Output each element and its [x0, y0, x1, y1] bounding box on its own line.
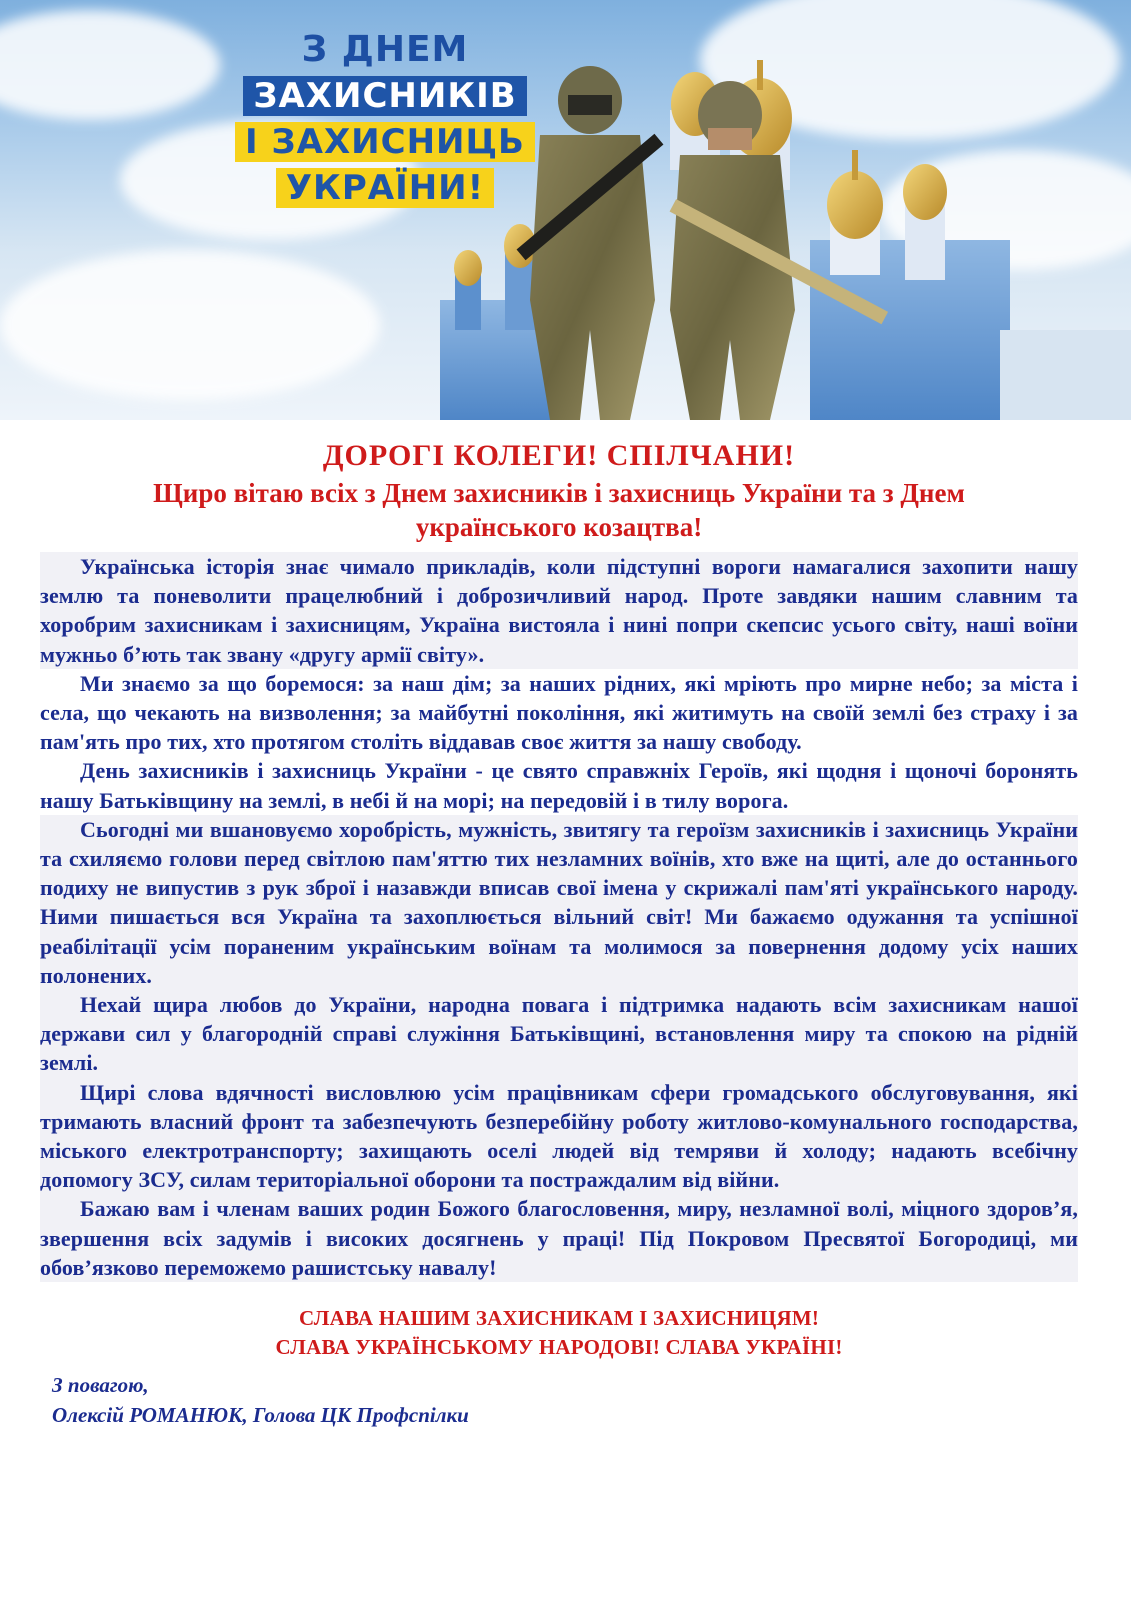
- headline-line: І ЗАХИСНИЦЬ: [235, 122, 535, 162]
- paragraph: День захисників і захисниць України - це свято справжніх Героїв, які щодня і щоночі боронять нашу Батьківщину на землі, в небі й на морі; на передовій і в тилу ворога.: [40, 758, 1078, 813]
- paragraph: Щирі слова вдячності висловлюю усім працівникам сфери громадського обслуговування, які тримають власний фронт та забезпечують безперебійну роботу житлово-комунального господарства, міського електротранспорту; захищають оселі людей від темряви й холоду; надають всебічну допомогу ЗСУ, силам територіальної оборони та постраждалим від війни.: [40, 1078, 1078, 1195]
- headline-line: З ДНЕМ: [301, 29, 469, 70]
- signature-name: Олексій РОМАНЮК, Голова ЦК Профспілки: [52, 1403, 469, 1428]
- headline: [220, 30, 550, 214]
- greeting-title: ДОРОГІ КОЛЕГИ! СПІЛЧАНИ!: [322, 439, 796, 472]
- paragraph: Бажаю вам і членам ваших родин Божого благословення, миру, незламної волі, міцного здоров’я, звершення всіх задумів і високих досягнень у праці! Під Покровом Пресвятої Богородиці, ми обов’язково переможемо рашистську навалу!: [40, 1194, 1078, 1282]
- headline-line: УКРАЇНИ!: [276, 168, 494, 208]
- paragraph: Ми знаємо за що боремося: за наш дім; за наших рідних, які мріють про мирне небо; за міста і села, що чекають на визволення; за майбутні покоління, які житимуть на своїй землі без страху і за пам'ять про тих, хто протягом століть віддавав своє життя за нашу свободу.: [40, 670, 1078, 755]
- signature-closing: З повагою,: [52, 1373, 149, 1398]
- signature: [52, 1370, 1078, 1430]
- greeting-subtitle: Щиро вітаю всіх з Днем захисників і захисниць України та з Днем українського козацтва!: [153, 478, 965, 542]
- header-banner: [0, 0, 1131, 420]
- slogans: [40, 1304, 1078, 1362]
- paragraph: Нехай щира любов до України, народна повага і підтримка надають всім захисникам нашої держави сил у благородній справі служіння Батьківщині, встановлення миру та спокою на рідній землі.: [40, 990, 1078, 1078]
- paragraph: Сьогодні ми вшановуємо хоробрість, мужність, звитягу та героїзм захисників і захисниць України та схиляємо голови перед світлою пам'яттю тих незламних воїнів, хто вже на щиті, але до останнього подиху не випустив з рук зброї і назавжди вписав свої імена у скрижалі пам'яті українського народу. Ними пишається вся Україна та захоплюється вільний світ! Ми бажаємо одужання та успішної реабілітації усім пораненим українським воїнам та молимося за повернення додому усіх наших полонених.: [40, 815, 1078, 990]
- slogan: СЛАВА НАШИМ ЗАХИСНИКАМ І ЗАХИСНИЦЯМ!: [298, 1306, 820, 1331]
- headline-line: ЗАХИСНИКІВ: [243, 76, 526, 116]
- slogan: СЛАВА УКРАЇНСЬКОМУ НАРОДОВІ! СЛАВА УКРАЇНІ!: [275, 1335, 843, 1360]
- letter-body: [40, 430, 1078, 1430]
- paragraph: Українська історія знає чимало прикладів, коли підступні вороги намагалися захопити нашу землю та поневолити працелюбний і доброзичливий народ. Проте завдяки нашим славним та хоробрим захисникам і захисницям, Україна вистояла і нині попри скепсис усього світу, наші воїни мужньо б’ють так звану «другу армії світу».: [40, 552, 1078, 669]
